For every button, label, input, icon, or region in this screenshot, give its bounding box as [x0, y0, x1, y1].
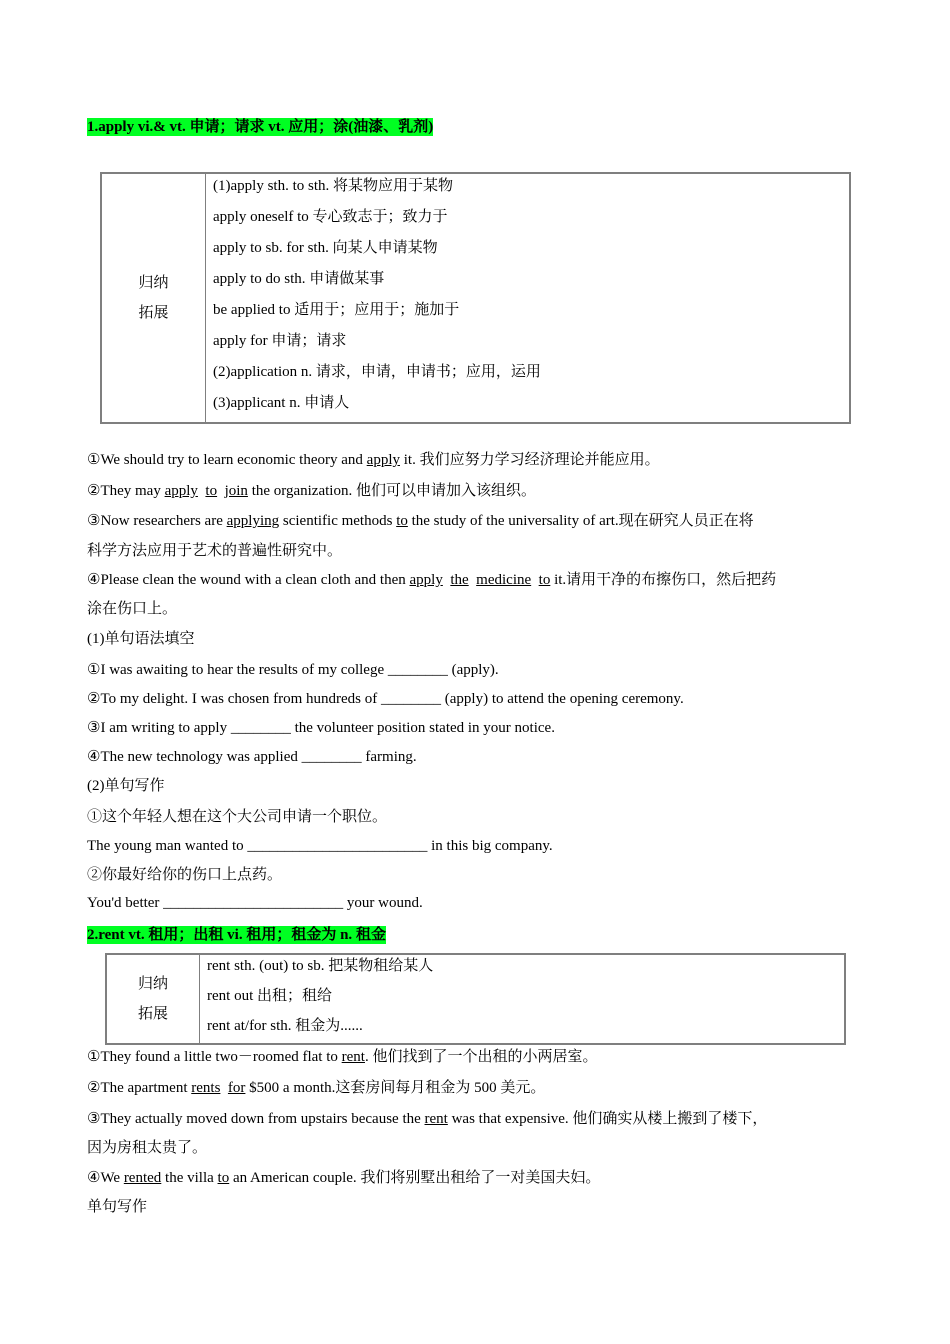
phrase-row: (2)application n. 请求，申请，申请书；应用，运用: [213, 364, 541, 380]
example-continuation: 因为房租太贵了。: [87, 1140, 208, 1156]
example-sentence: ③They actually moved down from upstairs because the rent was that expensive. 他们确实从楼上搬到了楼下，: [87, 1111, 768, 1127]
heading-meaning: 租用；出租: [148, 927, 228, 943]
example-sentence: ①We should try to learn economic theory and apply it. 我们应努力学习经济理论并能应用。: [87, 452, 660, 468]
translation-answer-line: You'd better ________________________ your wound.: [87, 895, 423, 911]
translation-answer-line: The young man wanted to ________________________ in this big company.: [87, 838, 553, 854]
heading-meaning: 租用；租金为: [246, 927, 341, 943]
heading-word-pos: 1.apply vi.& vt.: [87, 119, 190, 135]
example-sentence: ④Please clean the wound with a clean cloth and then apply the medicine to it.请用干净的布擦伤口，然后把药: [87, 572, 777, 588]
underlined-word: to: [205, 483, 218, 499]
apply-summary-table: [100, 172, 851, 424]
heading-meaning: (油漆、乳剂): [348, 119, 434, 135]
heading-pos: vt.: [268, 119, 289, 135]
example-continuation: 涂在伤口上。: [87, 601, 178, 617]
heading-meaning: 申请；请求: [189, 119, 269, 135]
fill-blank-item: ④The new technology was applied ________ farming.: [87, 749, 417, 765]
heading-word-pos: 2.rent vt.: [87, 927, 149, 943]
heading-meaning: 应用；涂: [288, 119, 349, 135]
phrase-row: be applied to 适用于；应用于；施加于: [213, 302, 460, 318]
phrase-row: apply for 申请；请求: [213, 333, 347, 349]
summary-label-cell: [101, 173, 206, 423]
underlined-word: to: [538, 572, 551, 588]
phrase-row: rent at/for sth. 租金为......: [207, 1018, 363, 1034]
underlined-word: apply: [366, 452, 400, 468]
underlined-word: for: [227, 1080, 246, 1096]
underlined-word: join: [224, 483, 248, 499]
phrase-row: apply to sb. for sth. 向某人申请某物: [213, 240, 438, 256]
phrase-row: (3)applicant n. 申请人: [213, 395, 350, 411]
exercise-title: (2)单句写作: [87, 778, 165, 794]
underlined-word: rent: [341, 1049, 365, 1065]
underlined-word: rented: [123, 1170, 162, 1186]
label-tuozhan: 拓展: [138, 305, 169, 321]
phrase-row: rent out 出租；租给: [207, 988, 332, 1004]
underlined-word: applying: [226, 513, 280, 529]
example-sentence: ②The apartment rents for $500 a month.这套房间每月租金为 500 美元。: [87, 1080, 546, 1096]
section-2-heading: [87, 923, 386, 944]
label-guina: 归纳: [137, 976, 168, 992]
underlined-word: to: [396, 513, 408, 529]
example-sentence: ②They may apply to join the organization. 他们可以申请加入该组织。: [87, 483, 536, 499]
example-sentence: ③Now researchers are applying scientific methods to the study of the universality of art.现在研究人员正在将: [87, 513, 754, 529]
rent-summary-table: [105, 953, 846, 1045]
summary-label-cell: [106, 954, 200, 1044]
underlined-word: to: [217, 1170, 230, 1186]
underlined-word: medicine: [476, 572, 532, 588]
summary-content-cell: [200, 954, 846, 1044]
underlined-word: rent: [424, 1111, 448, 1127]
underlined-word: the: [450, 572, 469, 588]
underlined-word: apply: [409, 572, 443, 588]
example-sentence: ①They found a little two－roomed flat to rent. 他们找到了一个出租的小两居室。: [87, 1049, 598, 1065]
summary-content-cell: [206, 173, 851, 423]
phrase-row: apply oneself to 专心致志于；致力于: [213, 209, 448, 225]
translation-prompt: ①这个年轻人想在这个大公司申请一个职位。: [87, 809, 388, 825]
exercise-title: (1)单句语法填空: [87, 631, 195, 647]
section-1-heading: [87, 115, 433, 136]
fill-blank-item: ①I was awaiting to hear the results of my college ________ (apply).: [87, 662, 499, 678]
translation-prompt: ②你最好给你的伤口上点药。: [87, 867, 283, 883]
phrase-row: rent sth. (out) to sb. 把某物租给某人: [207, 958, 434, 974]
example-sentence: ④We rented the villa to an American couple. 我们将别墅出租给了一对美国夫妇。: [87, 1170, 601, 1186]
fill-blank-item: ②To my delight. I was chosen from hundreds of ________ (apply) to attend the opening ceremony.: [87, 691, 684, 707]
fill-blank-item: ③I am writing to apply ________ the volunteer position stated in your notice.: [87, 720, 555, 736]
phrase-row: (1)apply sth. to sth. 将某物应用于某物: [213, 178, 453, 194]
label-tuozhan: 拓展: [137, 1006, 168, 1022]
phrase-row: apply to do sth. 申请做某事: [213, 271, 385, 287]
underlined-word: apply: [164, 483, 198, 499]
underlined-word: rents: [191, 1080, 221, 1096]
label-guina: 归纳: [138, 275, 169, 291]
exercise-title: 单句写作: [87, 1199, 148, 1215]
heading-meaning: 租金: [355, 927, 386, 943]
example-continuation: 科学方法应用于艺术的普遍性研究中。: [87, 543, 343, 559]
heading-pos: vi.: [227, 927, 247, 943]
heading-pos: n.: [340, 927, 356, 943]
